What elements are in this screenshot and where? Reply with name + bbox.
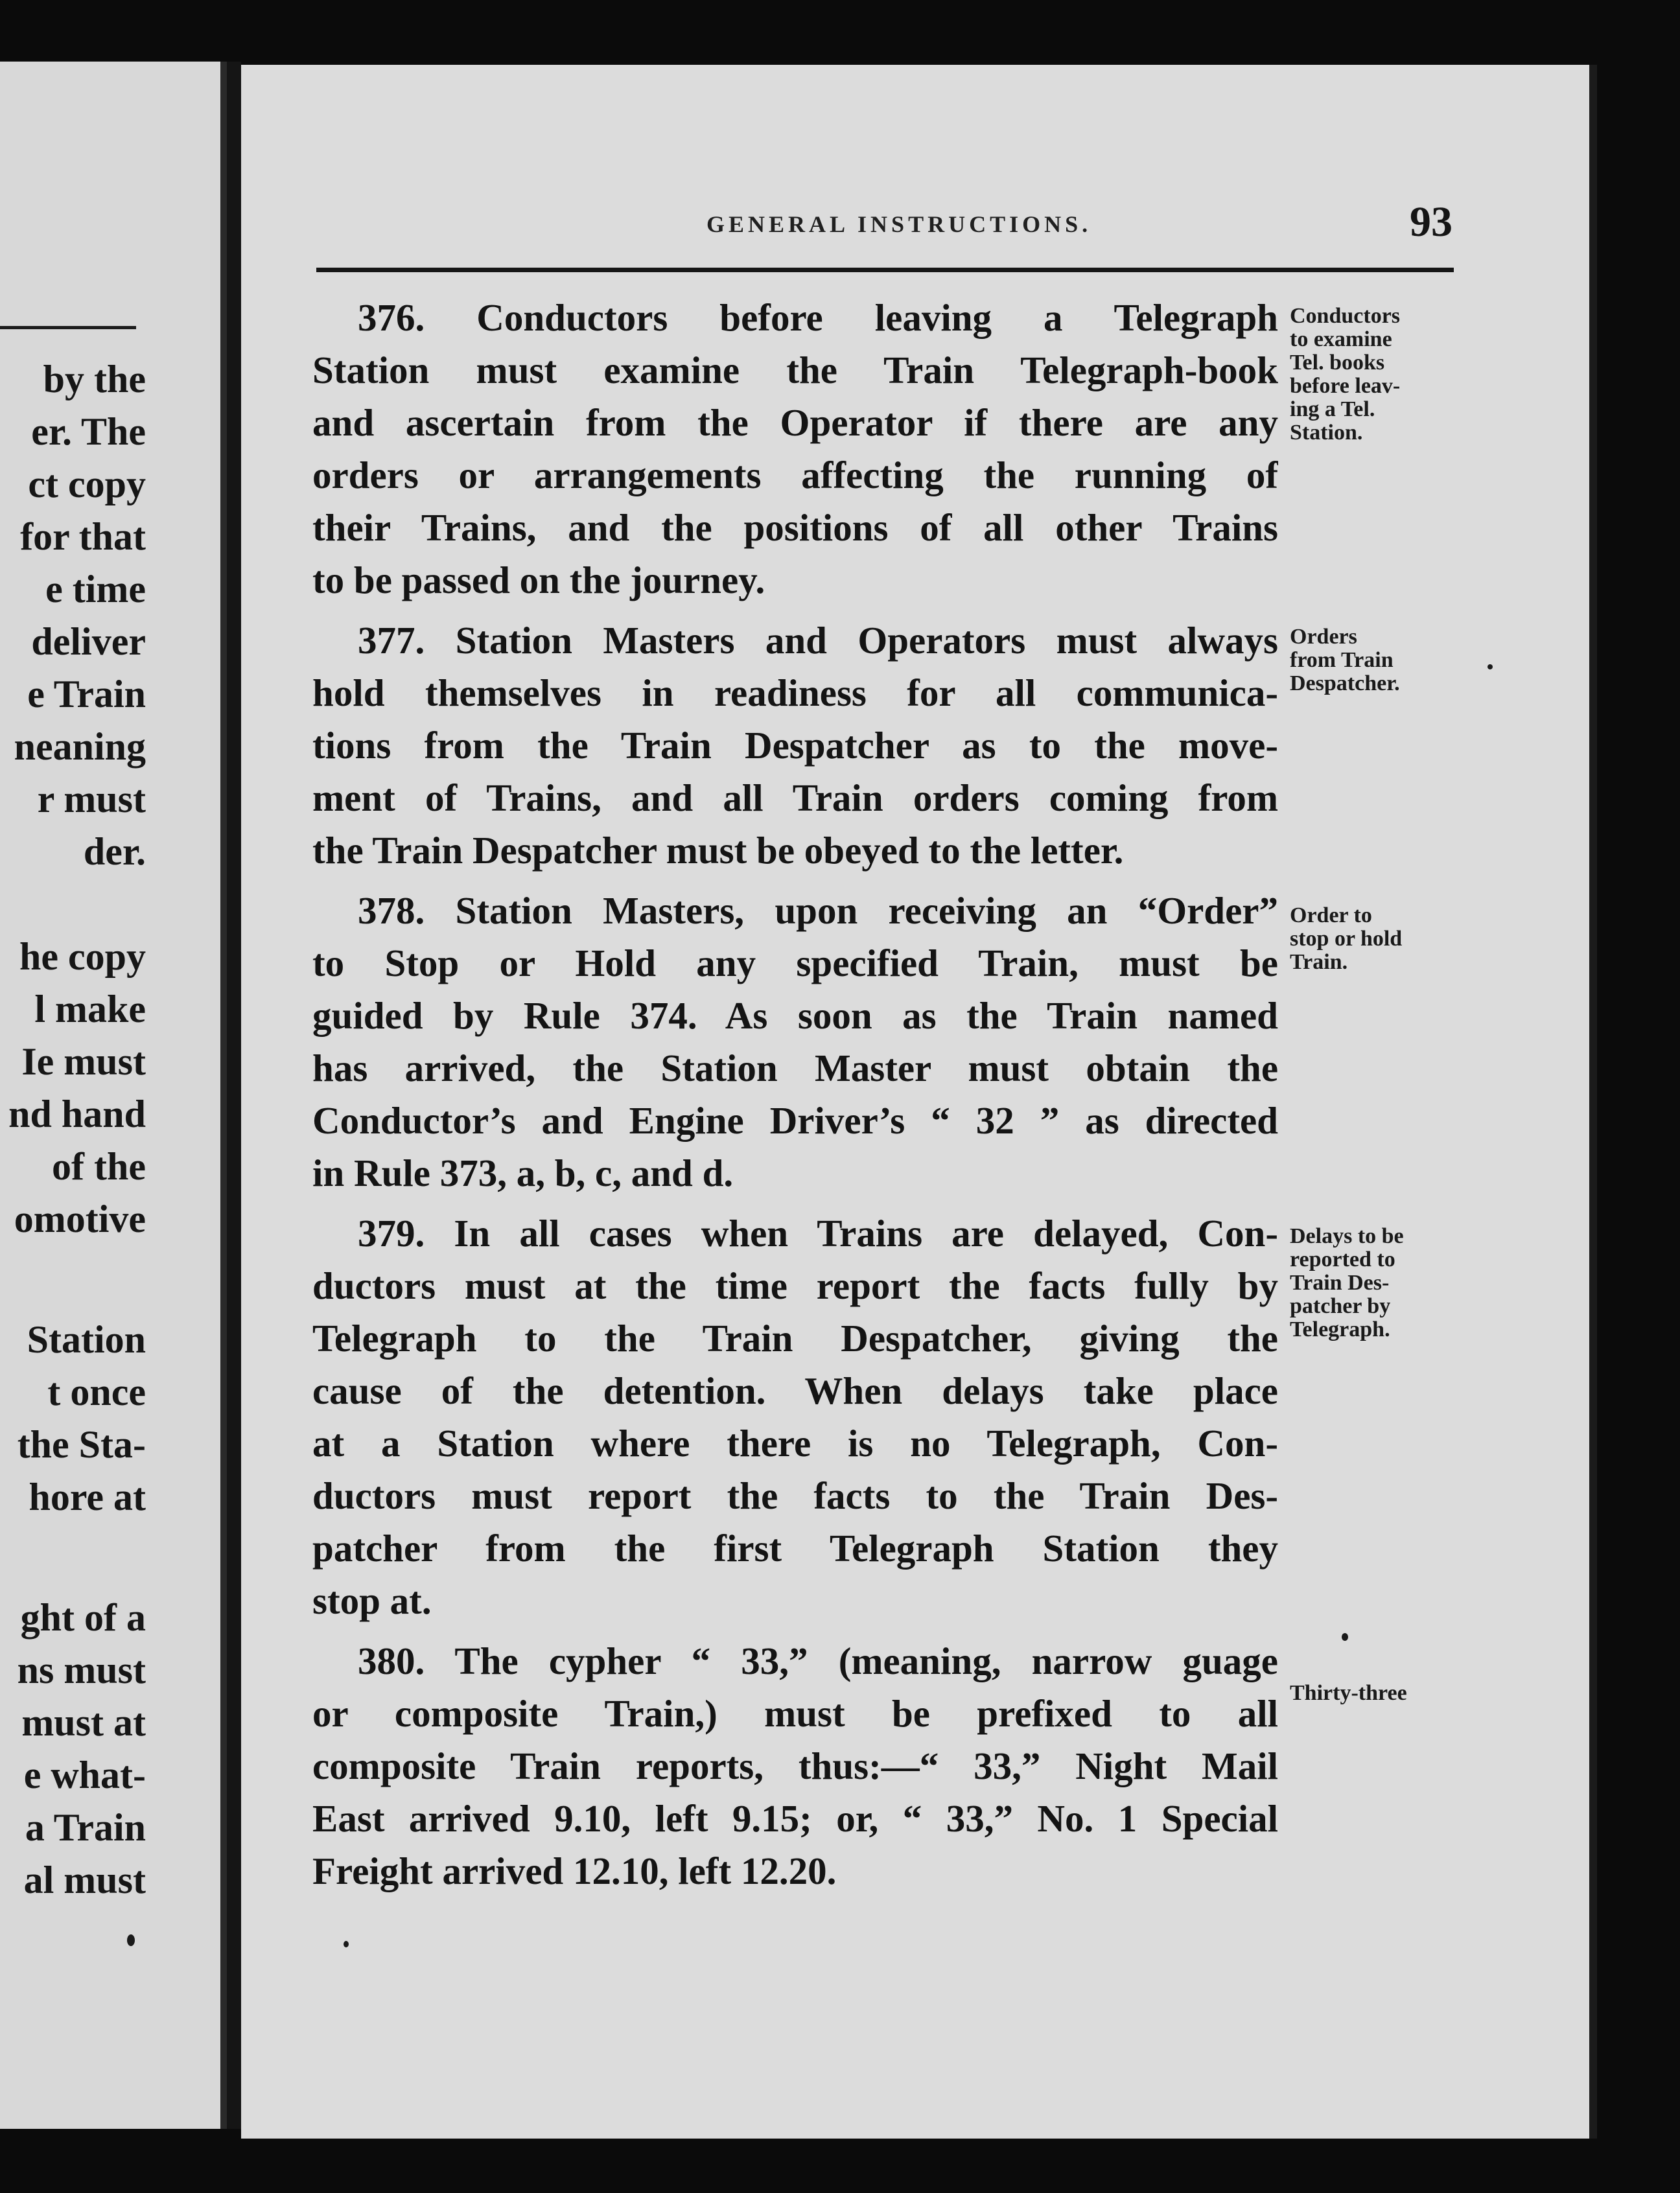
body-line: the Train Despatcher must be obeyed to the letter.	[312, 829, 1124, 872]
margin-note-380: Thirty-three	[1290, 1681, 1407, 1705]
body-line: 378. Station Masters, upon receiving an “Order”	[358, 889, 1278, 932]
left-line: Ie must	[21, 1040, 146, 1083]
body-line: 380. The cypher “ 33,” (meaning, narrow guage	[358, 1640, 1278, 1682]
rules-body	[312, 292, 1278, 1905]
left-line: nd hand	[8, 1093, 146, 1135]
left-line: must at	[21, 1701, 146, 1744]
body-line: at a Station where there is no Telegraph, Con-	[312, 1422, 1278, 1465]
left-line: ct copy	[28, 463, 146, 505]
left-line: l make	[34, 988, 146, 1030]
body-line: patcher from the first Telegraph Station they	[312, 1527, 1278, 1570]
margin-note-379: Delays to be reported to Train Des- patcher by Telegraph.	[1290, 1224, 1404, 1341]
body-line: ment of Trains, and all Train orders coming from	[312, 776, 1278, 819]
body-line: cause of the detention. When delays take place	[312, 1369, 1278, 1412]
left-line: al must	[23, 1859, 146, 1901]
margin-note-378: Order to stop or hold Train.	[1290, 903, 1403, 974]
left-line: hore at	[29, 1476, 146, 1518]
rule-379	[312, 1207, 1278, 1627]
paper-speck	[127, 1934, 135, 1946]
margin-note-377: Orders from Train Despatcher.	[1290, 625, 1400, 695]
left-page-fragment	[0, 62, 227, 2129]
left-line: he copy	[19, 935, 146, 978]
paper-speck	[1488, 664, 1493, 669]
body-line: tions from the Train Despatcher as to the move-	[312, 724, 1278, 767]
header-rule	[316, 268, 1454, 272]
running-head: GENERAL INSTRUCTIONS.	[706, 211, 1092, 237]
body-line: their Trains, and the positions of all other Trains	[312, 506, 1278, 549]
left-page-rule	[0, 326, 136, 329]
right-page-edge	[1589, 65, 1597, 2139]
body-line: East arrived 9.10, left 9.15; or, “ 33,” No. 1 Special	[312, 1797, 1278, 1840]
body-line: orders or arrangements affecting the running of	[312, 454, 1278, 496]
body-line: Freight arrived 12.10, left 12.20.	[312, 1850, 837, 1892]
body-line: has arrived, the Station Master must obtain the	[312, 1047, 1278, 1089]
left-line: t once	[47, 1371, 146, 1413]
left-line: of the	[52, 1145, 146, 1188]
body-line: guided by Rule 374. As soon as the Train named	[312, 994, 1278, 1037]
rule-376	[312, 292, 1278, 607]
left-line: for that	[20, 515, 146, 558]
body-line: ductors must report the facts to the Train Des-	[312, 1474, 1278, 1517]
left-line: omotive	[14, 1198, 146, 1240]
body-line: to Stop or Hold any specified Train, must be	[312, 942, 1278, 984]
left-line: neaning	[14, 725, 146, 768]
left-line: deliver	[31, 620, 146, 663]
left-line: the Sta-	[17, 1423, 146, 1466]
body-line: Conductor’s and Engine Driver’s “ 32 ” as directed	[312, 1099, 1278, 1142]
page-number: 93	[1410, 198, 1452, 246]
body-line: Station must examine the Train Telegraph-book	[312, 349, 1278, 391]
body-line: 377. Station Masters and Operators must always	[358, 619, 1278, 662]
body-line: stop at.	[312, 1579, 432, 1622]
left-line: e time	[45, 568, 146, 610]
body-line: to be passed on the journey.	[312, 559, 765, 601]
rule-377	[312, 614, 1278, 877]
left-line: Station	[27, 1318, 146, 1361]
body-line: ductors must at the time report the facts fully by	[312, 1264, 1278, 1307]
body-line: in Rule 373, a, b, c, and d.	[312, 1152, 734, 1194]
left-line: r must	[37, 778, 146, 820]
paper-speck	[344, 1941, 349, 1947]
body-line: 379. In all cases when Trains are delayed, Con-	[358, 1212, 1278, 1255]
left-line: a Train	[25, 1806, 146, 1849]
left-line: e Train	[27, 673, 146, 715]
body-line: hold themselves in readiness for all communica-	[312, 671, 1278, 714]
left-line: e what-	[23, 1754, 146, 1796]
book-gutter	[227, 62, 241, 2129]
body-line: or composite Train,) must be prefixed to all	[312, 1692, 1278, 1735]
margin-note-376: Conductors to examine Tel. books before leav- ing a Tel. Station.	[1290, 304, 1401, 445]
body-line: 376. Conductors before leaving a Telegraph	[358, 296, 1278, 339]
body-line: and ascertain from the Operator if there are any	[312, 401, 1278, 444]
left-line: er. The	[31, 410, 146, 453]
left-line: der.	[83, 830, 146, 873]
body-line: Telegraph to the Train Despatcher, giving the	[312, 1317, 1278, 1360]
paper-speck	[1342, 1633, 1348, 1641]
rule-380	[312, 1635, 1278, 1897]
left-line: by the	[43, 358, 146, 400]
body-line: composite Train reports, thus:—“ 33,” Night Mail	[312, 1745, 1278, 1787]
left-line: ght of a	[20, 1596, 146, 1639]
left-line: ns must	[17, 1649, 146, 1691]
rule-378	[312, 885, 1278, 1200]
